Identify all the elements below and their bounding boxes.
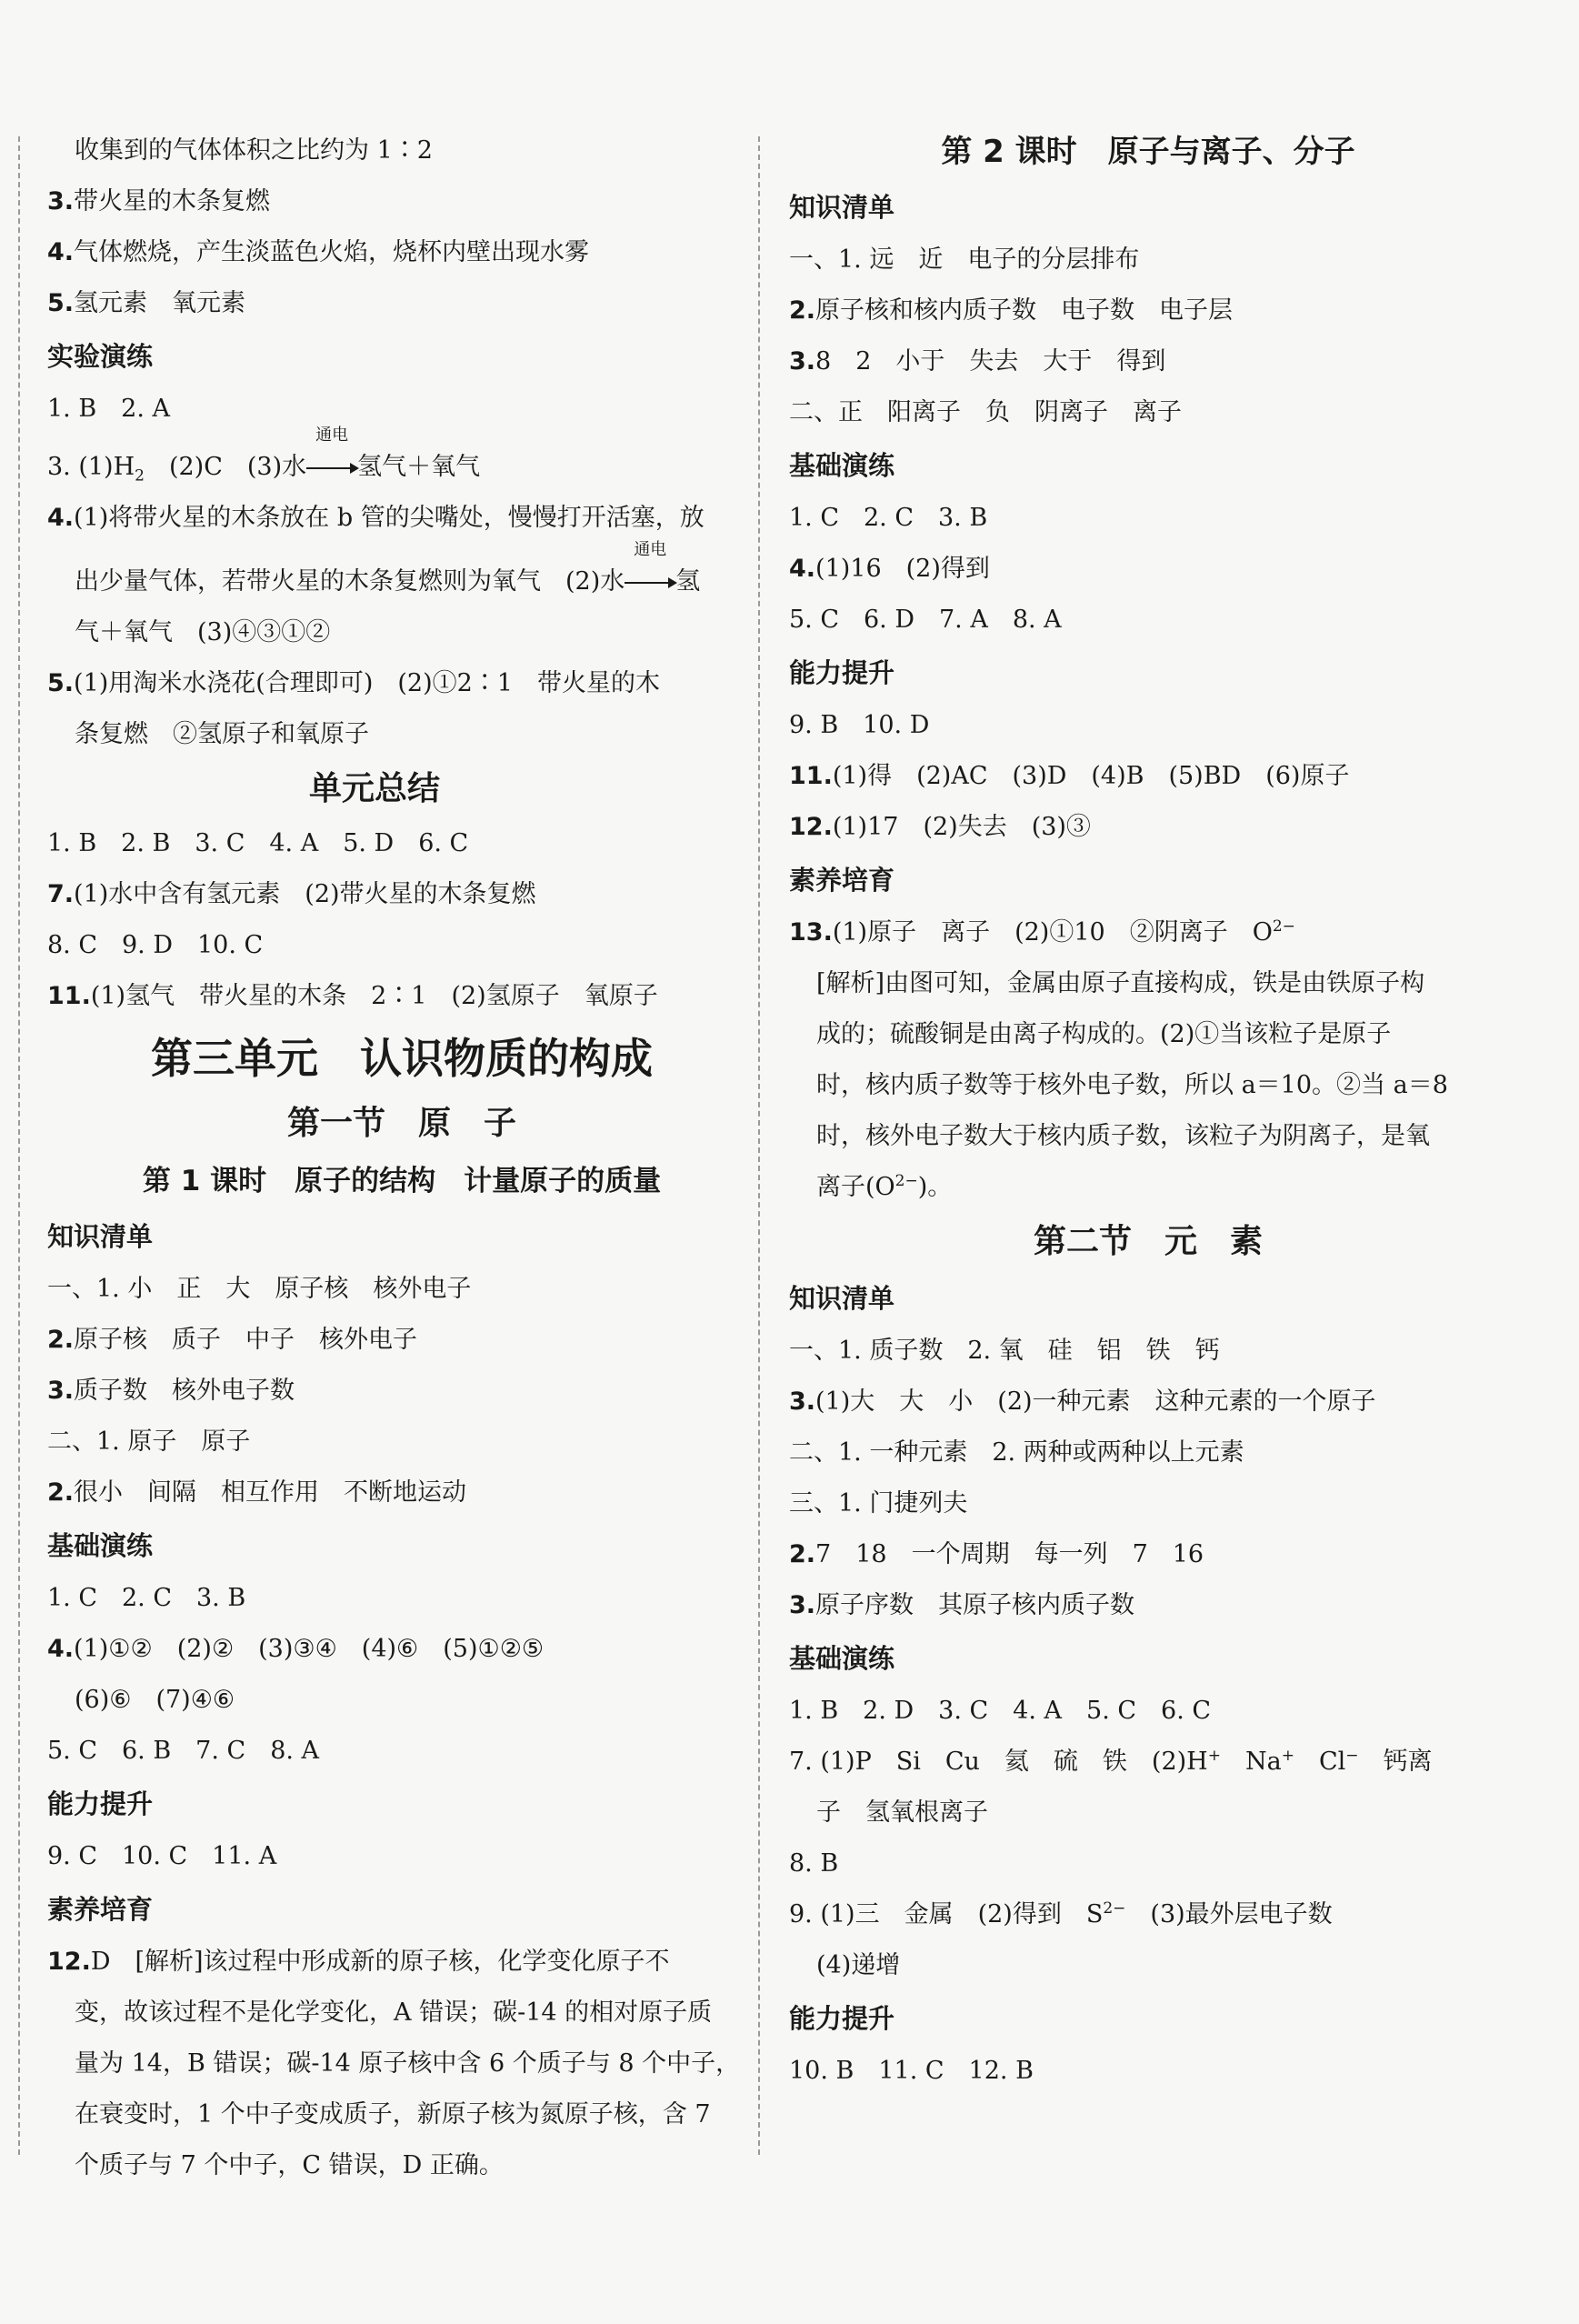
lesson-title: 第 2 课时 原子与离子、分子 [941, 134, 1355, 170]
answer-line: 12.(1)17 (2)失去 (3)③ [789, 813, 1091, 841]
left-margin-rule [18, 136, 20, 2155]
summary-title: 单元总结 [308, 770, 440, 807]
explanation-line: 时，核内质子数等于核外电子数，所以 a＝10。②当 a＝8 [816, 1071, 1448, 1099]
answer-line: 二、正 阳离子 负 阴离子 离子 [789, 398, 1182, 426]
reaction-arrow: 通电 [625, 556, 675, 607]
explanation-line: 离子$(O^{2-})$。 [816, 1172, 953, 1201]
answer-line: 4.气体燃烧，产生淡蓝色火焰，烧杯内壁出现水雾 [47, 238, 590, 266]
answer-line: 4.(1)将带火星的木条放在 b 管的尖嘴处，慢慢打开活塞，放 [47, 504, 705, 532]
answer-line: 4.(1)16 (2)得到 [789, 555, 990, 583]
answer-line: 10. B 11. C 12. B [789, 2057, 1034, 2085]
explanation-line: 时，核外电子数大于核内质子数，该粒子为阴离子，是氧 [816, 1122, 1430, 1150]
section-heading-ability: 能力提升 [789, 657, 895, 688]
section-title: 第二节 元 素 [1033, 1223, 1263, 1260]
answer-line: 7.(1)水中含有氢元素 (2)带火星的木条复燃 [47, 880, 536, 908]
answer-line: 5.(1)用淘米水浇花(合理即可) (2)①2∶1 带火星的木 [47, 669, 660, 697]
answer-line: 8. C 9. D 10. C [47, 931, 264, 959]
answer-line: 5. C 6. B 7. C 8. A [47, 1737, 320, 1765]
answer-line: (4)递增 [816, 1951, 901, 1979]
answer-line: 一、1. 远 近 电子的分层排布 [789, 245, 1140, 274]
answer-line: 三、1. 门捷列夫 [789, 1489, 968, 1518]
column-divider [758, 136, 760, 2155]
answer-line: 3.原子序数 其原子核内质子数 [789, 1591, 1135, 1619]
answer-line: 1. C 2. C 3. B [789, 504, 988, 532]
explanation-line: 成的；硫酸铜是由离子构成的。(2)①当该粒子是原子 [816, 1020, 1392, 1048]
answer-line: 5. C 6. D 7. A 8. A [789, 606, 1062, 634]
left-column [47, 125, 756, 2191]
answer-line: 11.(1)得 (2)AC (3)D (4)B (5)BD (6)原子 [789, 762, 1350, 790]
section-heading-knowledge: 知识清单 [789, 192, 895, 223]
lesson-title: 第 1 课时 原子的结构 计量原子的质量 [142, 1165, 662, 1197]
answer-line: 12.D [解析]该过程中形成新的原子核，化学变化原子不 [47, 1948, 670, 1976]
reaction-arrow: 通电 [306, 442, 357, 493]
section-heading-ability: 能力提升 [47, 1788, 154, 1819]
answer-line: 11.(1)氢气 带火星的木条 2∶1 (2)氢原子 氧原子 [47, 982, 658, 1010]
answer-line: 个质子与 7 个中子，C 错误，D 正确。 [75, 2151, 504, 2179]
answer-line: (6)⑥ (7)④⑥ [75, 1686, 235, 1714]
answer-line: 二、1. 一种元素 2. 两种或两种以上元素 [789, 1438, 1244, 1467]
answer-line: 1. B 2. A [47, 395, 171, 423]
explanation-line: [解析]由图可知，金属由原子直接构成，铁是由铁原子构 [816, 969, 1425, 997]
answer-line: 2.原子核和核内质子数 电子数 电子层 [789, 296, 1234, 325]
answer-line: 3.8 2 小于 失去 大于 得到 [789, 347, 1166, 376]
unit-title: 第三单元 认识物质的构成 [151, 1034, 653, 1083]
answer-line: 3.带火星的木条复燃 [47, 187, 271, 215]
section-heading-ability: 能力提升 [789, 2003, 895, 2034]
answer-line: 气＋氧气 (3)④③①② [75, 618, 331, 646]
answer-line-equation: 出少量气体，若带火星的木条复燃则为氧气 (2)水 通电 氢 [47, 556, 756, 607]
answer-line: 9. C 10. C 11. A [47, 1842, 277, 1870]
section-heading-experiment: 实验演练 [47, 341, 154, 372]
answer-line: 二、1. 原子 原子 [47, 1427, 251, 1456]
section-heading-basic: 基础演练 [47, 1530, 154, 1561]
answer-line: 8. B [789, 1849, 839, 1878]
section-heading-literacy: 素养培育 [47, 1894, 154, 1925]
answer-line: 2.原子核 质子 中子 核外电子 [47, 1326, 418, 1354]
section-heading-knowledge: 知识清单 [789, 1283, 895, 1314]
answer-line: 13.(1)原子 离子 (2)①10 ②阴离子 $O^{2-}$ [789, 917, 1295, 947]
right-column [789, 124, 1507, 2097]
section-heading-literacy: 素养培育 [789, 865, 895, 896]
answer-line: 变，故该过程不是化学变化，A 错误；碳-14 的相对原子质 [75, 1998, 713, 2027]
answer-line: 9. (1)三 金属 (2)得到 $S^{2-}$ (3)最外层电子数 [789, 1899, 1333, 1928]
answer-line: 3.(1)大 大 小 (2)一种元素 这种元素的一个原子 [789, 1387, 1376, 1416]
answer-line: 条复燃 ②氢原子和氧原子 [75, 720, 369, 748]
answer-line: 2.很小 间隔 相互作用 不断地运动 [47, 1478, 467, 1507]
answer-line: 7. (1)P Si Cu 氦 硫 铁 (2)H+ Na+ Cl− 钙离 [789, 1747, 1433, 1776]
answer-line: 子 氢氧根离子 [816, 1798, 988, 1827]
answer-line: 收集到的气体体积之比约为 1∶2 [75, 136, 433, 165]
answer-line: 1. B 2. B 3. C 4. A 5. D 6. C [47, 829, 469, 857]
answer-line: 9. B 10. D [789, 711, 930, 739]
answer-line: 量为 14，B 错误；碳-14 原子核中含 6 个质子与 8 个中子， [75, 2049, 741, 2078]
answer-line: 1. B 2. D 3. C 4. A 5. C 6. C [789, 1697, 1212, 1725]
answer-line: 1. C 2. C 3. B [47, 1584, 246, 1612]
answer-line: 5.氢元素 氧元素 [47, 289, 246, 317]
answer-line: 在衰变时，1 个中子变成质子，新原子核为氮原子核，含 7 [75, 2100, 711, 2129]
answer-line: 4.(1)①② (2)② (3)③④ (4)⑥ (5)①②⑤ [47, 1635, 545, 1663]
section-heading-knowledge: 知识清单 [47, 1221, 154, 1252]
answer-line: 一、1. 小 正 大 原子核 核外电子 [47, 1275, 472, 1303]
section-title: 第一节 原 子 [286, 1105, 516, 1142]
answer-line-equation: 3. $(1)H_2$ (2)C (3)水 通电 氢气＋氧气 [47, 442, 756, 493]
answer-line: 一、1. 质子数 2. 氧 硅 铝 铁 钙 [789, 1337, 1220, 1365]
answer-line: 3.质子数 核外电子数 [47, 1377, 295, 1405]
section-heading-basic: 基础演练 [789, 450, 895, 481]
section-heading-basic: 基础演练 [789, 1643, 895, 1674]
answer-line: 2.7 18 一个周期 每一列 7 16 [789, 1540, 1204, 1568]
